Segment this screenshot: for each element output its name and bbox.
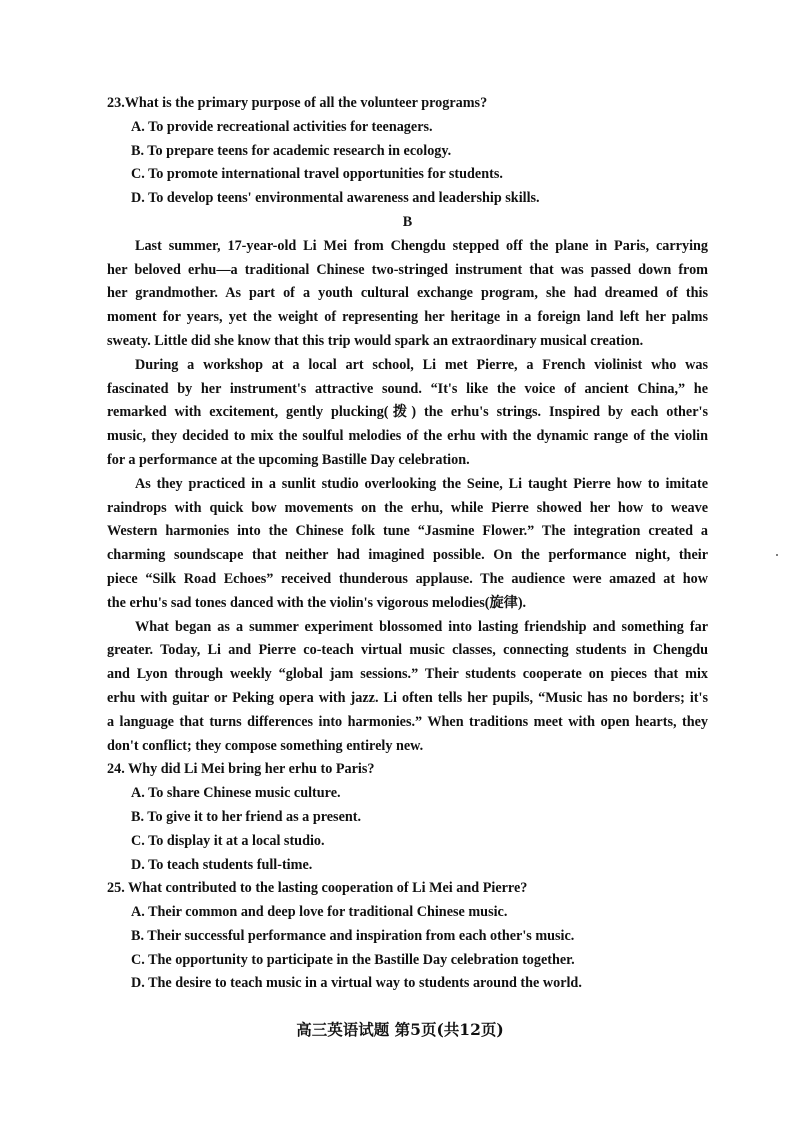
scan-speck	[776, 554, 778, 556]
q25-option-c: C. The opportunity to participate in the Bastille Day celebration together.	[131, 951, 575, 968]
q24-option-a: A. To share Chinese music culture.	[131, 785, 341, 802]
passage-body	[107, 235, 708, 759]
q25-option-d: D. The desire to teach music in a virtual way to students around the world.	[131, 975, 582, 992]
paragraph-line: As they practiced in a sunlit studio overlooking the Seine, Li taught Pierre how to imitate	[135, 475, 708, 492]
page-footer: 高三英语试题 第5页(共12页)	[296, 1020, 504, 1039]
question-24: 24. Why did Li Mei bring her erhu to Paris?	[107, 761, 375, 778]
passage-paragraph	[107, 235, 708, 354]
paragraph-line: and Lyon through weekly “global jam sessions.” Their students cooperate on pieces that mix	[107, 666, 708, 683]
paragraph-line: sweaty. Little did she know that this trip would spark an extraordinary musical creation.	[107, 332, 644, 349]
passage-paragraph	[107, 616, 708, 759]
paragraph-line: don't conflict; they compose something entirely new.	[107, 737, 424, 754]
paragraph-line: Last summer, 17-year-old Li Mei from Chengdu stepped off the plane in Paris, carrying	[135, 237, 708, 254]
q24-option-c: C. To display it at a local studio.	[131, 832, 325, 849]
paragraph-line: a language that turns differences into harmonies.” When traditions meet with open hearts, they	[107, 713, 708, 730]
paragraph-line: moment for years, yet the weight of representing her heritage in a foreign land left her palms	[107, 309, 708, 326]
paragraph-line: erhu with guitar or Peking opera with jazz. Li often tells her pupils, “Music has no borders; it's	[107, 689, 708, 706]
question-25: 25. What contributed to the lasting cooperation of Li Mei and Pierre?	[107, 880, 528, 897]
paragraph-line: What began as a summer experiment blossomed into lasting friendship and something far	[135, 618, 708, 635]
q24-option-d: D. To teach students full-time.	[131, 856, 313, 873]
paragraph-line: remarked with excitement, gently plucking(拨) the erhu's strings. Inspired by each other's	[107, 404, 708, 421]
q25-option-b: B. Their successful performance and inspiration from each other's music.	[131, 927, 575, 944]
paragraph-line: fascinated by her instrument's attractive sound. “It's like the voice of ancient China,” he	[107, 380, 708, 397]
paragraph-line: music, they decided to mix the soulful melodies of the erhu with the dynamic range of the violin	[107, 428, 708, 445]
paragraph-line: piece “Silk Road Echoes” received thunderous applause. The audience were amazed at how	[107, 570, 708, 587]
passage-paragraph	[107, 354, 708, 473]
paragraph-line: charming soundscape that neither had imagined possible. On the performance night, their	[107, 547, 708, 564]
question-23: 23.What is the primary purpose of all the volunteer programs?	[107, 95, 488, 111]
paragraph-line: for a performance at the upcoming Bastille Day celebration.	[107, 451, 470, 468]
q25-option-a: A. Their common and deep love for traditional Chinese music.	[131, 904, 508, 921]
exam-page	[107, 92, 708, 996]
paragraph-line: greater. Today, Li and Pierre co-teach virtual music classes, connecting students in Chengdu	[107, 642, 708, 659]
paragraph-line: During a workshop at a local art school, Li met Pierre, a French violinist who was	[135, 356, 708, 373]
paragraph-line: raindrops with quick bow movements on the erhu, while Pierre showed her how to weave	[107, 499, 708, 516]
q24-option-b: B. To give it to her friend as a present.	[131, 808, 362, 825]
passage-paragraph	[107, 473, 708, 616]
passage-heading: B	[402, 213, 413, 230]
paragraph-line: Western harmonies into the Chinese folk tune “Jasmine Flower.” The integration created a	[107, 523, 708, 540]
paragraph-line: her grandmother. As part of a youth cultural exchange program, she had dreamed of this	[107, 285, 708, 302]
paragraph-line: the erhu's sad tones danced with the violin's vigorous melodies(旋律).	[107, 594, 527, 611]
q23-option-a: A. To provide recreational activities for teenagers.	[131, 118, 433, 135]
paragraph-line: her beloved erhu—a traditional Chinese two-stringed instrument that was passed down from	[107, 261, 708, 278]
q23-option-d: D. To develop teens' environmental awareness and leadership skills.	[131, 190, 540, 207]
q23-option-b: B. To prepare teens for academic research in ecology.	[131, 142, 452, 159]
q23-option-c: C. To promote international travel opportunities for students.	[131, 166, 503, 183]
